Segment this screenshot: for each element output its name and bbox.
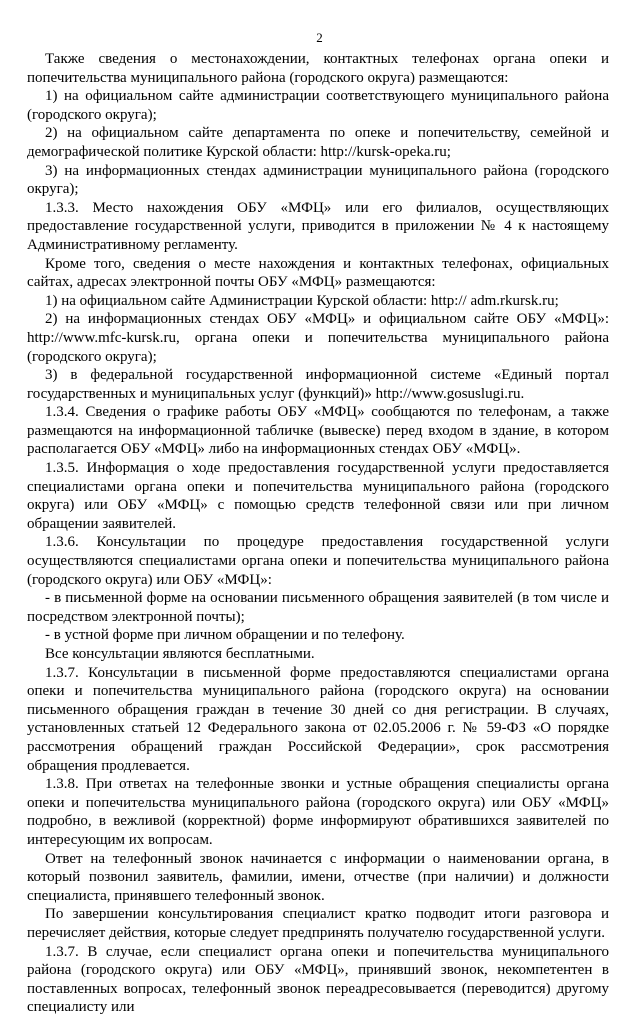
paragraph: Все консультации являются бесплатными. (45, 646, 315, 662)
paragraph: По завершении консультирования специалист кратко подводит итоги разговора и перечисляет действия, которые следует предпринять получателю государственной услуги. (27, 906, 609, 941)
paragraph: - в письменной форме на основании письменного обращения заявителей (в том числе и посредством электронной почты); (27, 590, 609, 625)
document-body (27, 50, 609, 1017)
paragraph: 3) в федеральной государственной информационной системе «Единый портал государственных и муниципальных услуг (функций)» http://www.gosuslugi.ru. (27, 367, 609, 402)
page-number: 2 (316, 30, 323, 45)
paragraph: Также сведения о местонахождении, контактных телефонах органа опеки и попечительства муниципального района (городского округа) размещаются: (27, 51, 609, 86)
paragraph: 1.3.7. В случае, если специалист органа опеки и попечительства муниципального района (городского округа) или ОБУ «МФЦ», принявший звонок, некомпетентен в поставленных вопросах, телефонный звонок переадресовывается (переводится) другому специалисту или (27, 943, 609, 1016)
paragraph: 1.3.8. При ответах на телефонные звонки и устные обращения специалисты органа опеки и попечительства муниципального района (городского округа) или ОБУ «МФЦ» подробно, в вежливой (корректной) форме информируют обратившихся заявителей по интересующим их вопросам. (27, 776, 609, 848)
paragraph: 1.3.7. Консультации в письменной форме предоставляются специалистами органа опеки и попечительства муниципального района (городского округа) на основании письменного обращения граждан в течение 30 дней со дня регистрации. В случаях, установленных статьей 12 Федерального закона от 02.05.2006 г. № 59-ФЗ «О порядке рассмотрения обращений граждан Российской Федерации», срок рассмотрения обращения продлевается. (27, 664, 609, 774)
paragraph: - в устной форме при личном обращении и по телефону. (45, 627, 405, 644)
paragraph: 1.3.3. Место нахождения ОБУ «МФЦ» или его филиалов, осуществляющих предоставление государственной услуги, приводится в приложении № 4 к настоящему Административному регламенту. (27, 199, 609, 253)
paragraph: 1.3.4. Сведения о графике работы ОБУ «МФЦ» сообщаются по телефонам, а также размещаются на информационной табличке (вывеске) перед входом в здание, в котором располагается ОБУ «МФЦ» либо на информационных стендах ОБУ «МФЦ». (27, 404, 609, 458)
paragraph: Ответ на телефонный звонок начинается с информации о наименовании органа, в который позвонил заявитель, фамилии, имени, отчестве (при наличии) и должности специалиста, принявшего телефонный звонок. (27, 850, 609, 904)
paragraph: 2) на информационных стендах ОБУ «МФЦ» и официальном сайте ОБУ «МФЦ»: http://www.mfc-kursk.ru, органа опеки и попечительства муниципального района (городского округа); (27, 311, 609, 365)
paragraph: 2) на официальном сайте департамента по опеке и попечительству, семейной и демографической политике Курской области: http://kursk-opeka.ru; (27, 125, 609, 160)
paragraph: 1.3.6. Консультации по процедуре предоставления государственной услуги осуществляются специалистами органа опеки и попечительства муниципального района (городского округа) или ОБУ «МФЦ»: (27, 534, 609, 588)
paragraph: 1.3.5. Информация о ходе предоставления государственной услуги предоставляется специалистами органа опеки и попечительства муниципального района (городского округа) или ОБУ «МФЦ» с помощью средств телефонной связи или при личном обращении заявителей. (27, 460, 609, 532)
paragraph: 1) на официальном сайте Администрации Курской области: http:// adm.rkursk.ru; (45, 292, 559, 309)
paragraph: 1) на официальном сайте администрации соответствующего муниципального района (городского округа); (27, 88, 609, 123)
paragraph: 3) на информационных стендах администрации муниципального района (городского округа); (27, 162, 609, 198)
paragraph: Кроме того, сведения о месте нахождения и контактных телефонах, официальных сайтах, адресах электронной почты ОБУ «МФЦ» размещаются: (27, 255, 609, 291)
